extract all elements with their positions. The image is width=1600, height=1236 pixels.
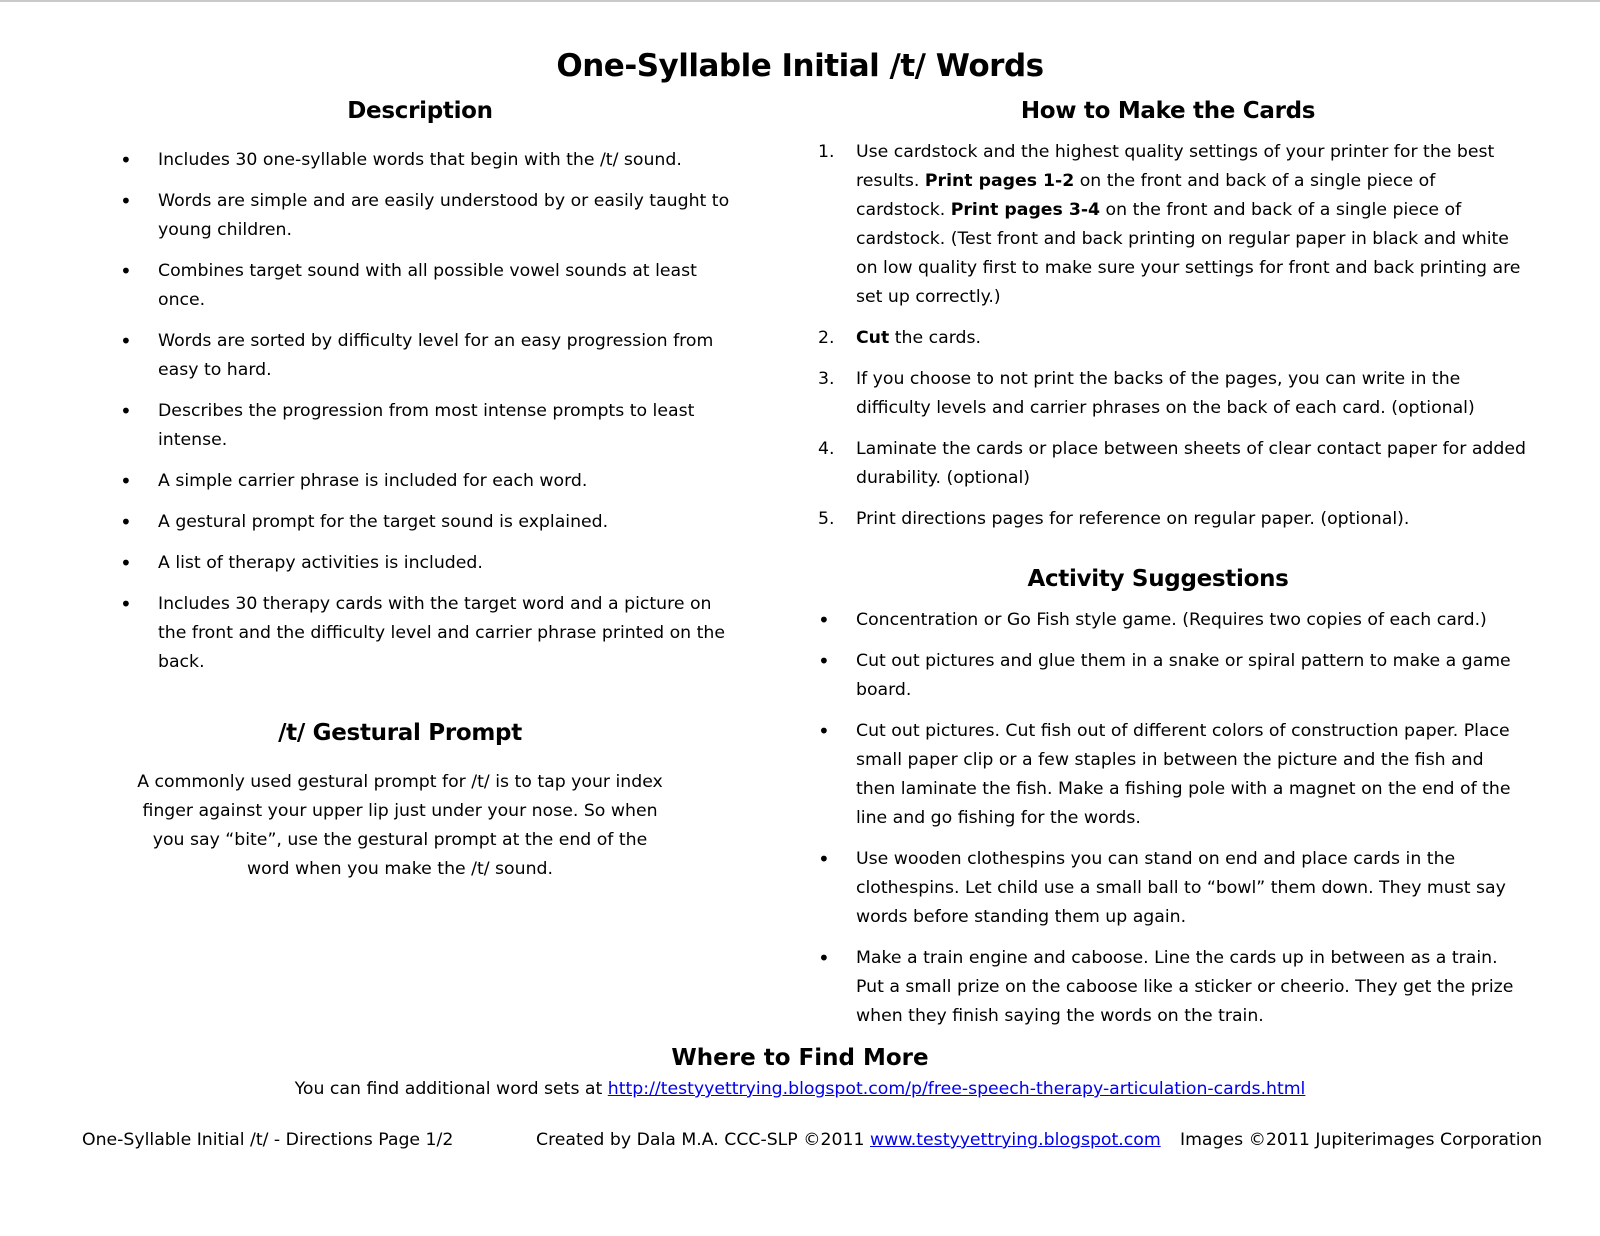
list-item: • Cut out pictures. Cut fish out of different colors of construction paper. Place small paper clip or a few staples in between the picture and the fish and then laminate the fish. Make a fishing pole with a magnet on the end of the line and go fishing for the words. (808, 717, 1528, 833)
list-item: • Words are sorted by difficulty level for an easy progression from easy to hard. (110, 327, 730, 385)
find-more-label: You can find additional word sets at (294, 1079, 608, 1099)
list-item: • A gestural prompt for the target sound is explained. (110, 508, 730, 537)
activities-heading: Activity Suggestions (1027, 566, 1289, 592)
left-column (110, 98, 730, 879)
step-text: on the front and back of a single piece of cardstock. (856, 171, 1436, 220)
page-title: One-Syllable Initial /t/ Words (556, 48, 1044, 84)
gestural-text: A commonly used gestural prompt for /t/ is to tap your index finger against your upper lip just under your nose. So when you say “bite”, use the gestural prompt at the end of the word when you make the /t/ sound. (137, 772, 663, 879)
step-bold: Cut (856, 328, 890, 348)
howto-list (808, 138, 1528, 534)
list-item: • Includes 30 one-syllable words that begin with the /t/ sound. (110, 146, 730, 175)
list-item: • A list of therapy activities is included. (110, 549, 730, 578)
step-number: 2. (818, 328, 835, 348)
description-list (110, 146, 730, 677)
footer-left: One-Syllable Initial /t/ - Directions Page 1/2 (82, 1130, 454, 1150)
step-text: Laminate the cards or place between sheets of clear contact paper for added durability. (optional) (856, 439, 1526, 488)
list-item: • Words are simple and are easily understood by or easily taught to young children. (110, 187, 730, 245)
step-number: 4. (818, 439, 835, 459)
list-item (808, 324, 1528, 353)
find-more-section (0, 1045, 1600, 1099)
step-text: If you choose to not print the backs of the pages, you can write in the difficulty levels and carrier phrases on the back of each card. (optional) (856, 369, 1475, 418)
howto-heading: How to Make the Cards (1020, 98, 1316, 124)
top-border (0, 0, 1600, 2)
find-more-text (0, 1079, 1600, 1099)
step-bold: Print pages 1-2 (924, 171, 1075, 191)
footer-credit: Created by Dala M.A. CCC-SLP ©2011 (536, 1130, 870, 1150)
list-item: • Includes 30 therapy cards with the target word and a picture on the front and the difficulty level and carrier phrase printed on the back. (110, 590, 730, 677)
list-item: • Describes the progression from most intense prompts to least intense. (110, 397, 730, 455)
list-item (808, 365, 1528, 423)
list-item: • Combines target sound with all possible vowel sounds at least once. (110, 257, 730, 315)
list-item: • Use wooden clothespins you can stand on end and place cards in the clothespins. Let child use a small ball to “bowl” them down. They must say words before standing them up again. (808, 845, 1528, 932)
list-item: • Make a train engine and caboose. Line the cards up in between as a train. Put a small prize on the caboose like a sticker or cheerio. They get the prize when they finish saying the words on the train. (808, 944, 1528, 1031)
find-more-link[interactable]: http://testyyettrying.blogspot.com/p/free-speech-therapy-articulation-cards.html (607, 1079, 1306, 1099)
list-item: • Concentration or Go Fish style game. (Requires two copies of each card.) (808, 606, 1528, 635)
right-column (808, 98, 1528, 1043)
activities-list (808, 606, 1528, 1031)
description-heading: Description (347, 98, 493, 124)
list-item: • A simple carrier phrase is included for each word. (110, 467, 730, 496)
list-item (808, 505, 1528, 534)
list-item (808, 435, 1528, 493)
step-number: 5. (818, 509, 835, 529)
list-item (808, 138, 1528, 312)
gestural-section (90, 720, 710, 884)
find-more-heading: Where to Find More (671, 1045, 929, 1071)
step-text: the cards. (889, 328, 981, 348)
step-number: 3. (818, 369, 835, 389)
gestural-heading: /t/ Gestural Prompt (278, 720, 522, 746)
step-bold: Print pages 3-4 (950, 200, 1101, 220)
footer-right: Images ©2011 Jupiterimages Corporation (1180, 1130, 1543, 1150)
step-number: 1. (818, 142, 835, 162)
list-item: • Cut out pictures and glue them in a snake or spiral pattern to make a game board. (808, 647, 1528, 705)
step-text: Use cardstock and the highest quality settings of your printer for the best results. (856, 142, 1495, 191)
footer-link[interactable]: www.testyyettrying.blogspot.com (869, 1130, 1161, 1150)
step-text: on the front and back of a single piece of cardstock. (Test front and back printing on regular paper in black and white on low quality first to make sure your settings for front and back printing are set up correctly.) (856, 200, 1521, 307)
step-text: Print directions pages for reference on regular paper. (optional). (856, 509, 1410, 529)
footer-center (536, 1130, 1161, 1150)
